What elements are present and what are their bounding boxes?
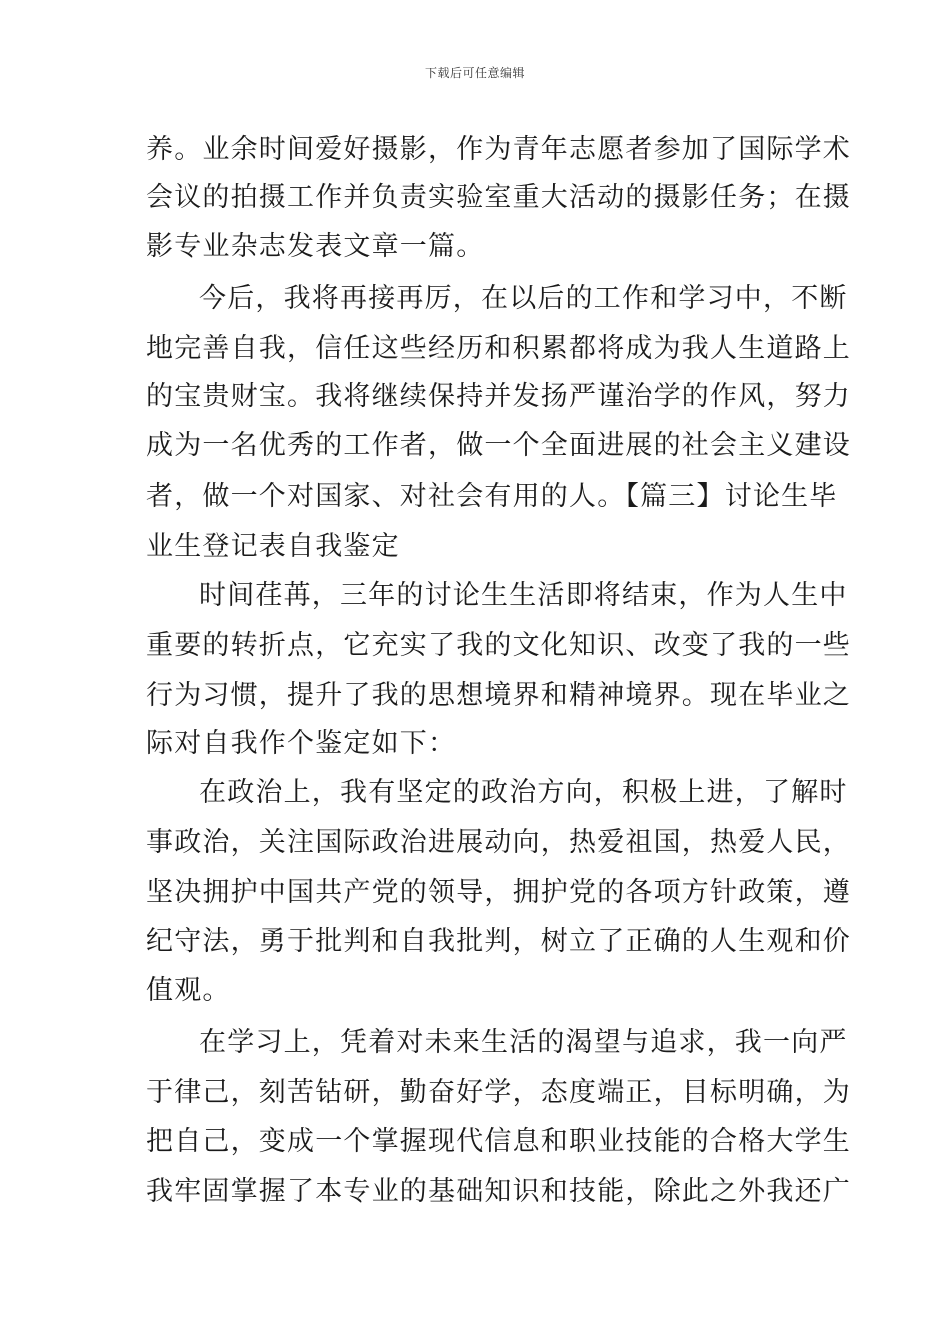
body-line: 把自己，变成一个掌握现代信息和职业技能的合格大学生 <box>146 1126 851 1157</box>
body-line: 成为一名优秀的工作者，做一个全面进展的社会主义建设 <box>146 430 851 461</box>
section-heading-line: 业生登记表自我鉴定 <box>146 531 400 562</box>
paragraph-first-line: 时间荏苒，三年的讨论生生活即将结束，作为人生中 <box>199 580 848 611</box>
body-line: 际对自我作个鉴定如下： <box>146 728 457 759</box>
body-line: 者，做一个对国家、对社会有用的人。【篇三】讨论生毕 <box>146 481 838 512</box>
body-line: 会议的拍摄工作并负责实验室重大活动的摄影任务；在摄 <box>146 182 851 213</box>
body-line: 影专业杂志发表文章一篇。 <box>146 231 485 262</box>
paragraph-first-line: 在政治上，我有坚定的政治方向，积极上进，了解时 <box>199 777 848 808</box>
body-line: 的宝贵财宝。我将继续保持并发扬严谨治学的作风，努力 <box>146 381 851 412</box>
paragraph-first-line: 在学习上，凭着对未来生活的渴望与追求，我一向严 <box>199 1027 848 1058</box>
body-line: 于律己，刻苦钻研，勤奋好学，态度端正，目标明确，为 <box>146 1077 851 1108</box>
body-line: 行为习惯，提升了我的思想境界和精神境界。现在毕业之 <box>146 680 851 711</box>
body-line: 重要的转折点，它充实了我的文化知识、改变了我的一些 <box>146 630 851 661</box>
body-line: 我牢固掌握了本专业的基础知识和技能，除此之外我还广 <box>146 1176 851 1207</box>
body-line: 值观。 <box>146 975 231 1006</box>
body-line: 养。业余时间爱好摄影，作为青年志愿者参加了国际学术 <box>146 134 851 165</box>
body-line: 坚决拥护中国共产党的领导，拥护党的各项方针政策，遵 <box>146 877 851 908</box>
body-line: 事政治，关注国际政治进展动向，热爱祖国，热爱人民， <box>146 827 851 858</box>
page-header: 下载后可任意编辑 <box>424 66 525 80</box>
body-line: 地完善自我，信任这些经历和积累都将成为我人生道路上 <box>146 333 851 364</box>
body-line: 纪守法，勇于批判和自我批判，树立了正确的人生观和价 <box>146 926 851 957</box>
paragraph-first-line: 今后，我将再接再厉，在以后的工作和学习中，不断 <box>199 283 848 314</box>
